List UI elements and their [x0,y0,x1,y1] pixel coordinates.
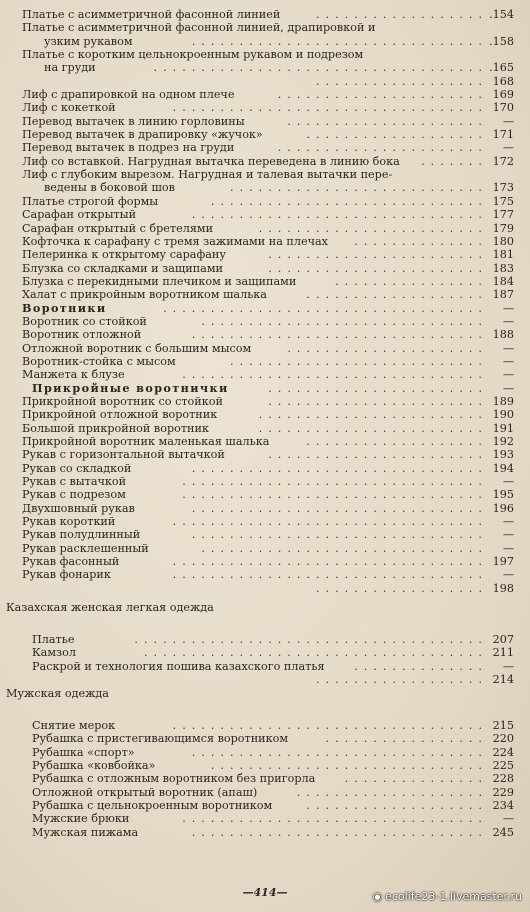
leader-dots: ....... [421,154,488,168]
toc-entry [14,462,514,475]
toc-entry-title: Рукав со складкой [22,461,132,475]
leader-dots: ................... [306,435,488,448]
toc-entry-title: Мужские брюки [32,812,130,826]
toc-entry [14,395,514,408]
watermark [372,890,522,903]
toc-entry-title: Рукав полудлинный [22,528,141,542]
toc-entry-title: Большой прикройной воротник [22,421,209,435]
toc-entry-page: 169 [492,88,514,102]
toc-entry [14,408,514,421]
toc-entry [14,633,514,646]
leader-dots: .................. [315,581,488,595]
toc-entry [14,772,514,785]
camera-icon: ◉ [372,890,383,903]
toc-entry-title: Блузка с перекидными плечиком и защипами [22,274,297,288]
leader-dots: ................................. [172,101,488,115]
toc-entry-title: Двухшовный рукав [22,501,135,515]
toc-entry [14,262,514,275]
leader-dots: ................... [306,798,488,812]
toc-entry-page: — [502,528,514,542]
toc-entry [14,826,514,839]
leader-dots: ................................ [182,812,488,826]
toc-entry-title: Лиф с глубоким вырезом. Нагрудная и талевая вытачки пере- [22,168,393,182]
toc-entry-page: — [502,568,514,582]
toc-entry [14,88,514,101]
leader-dots: ............................... [191,461,488,475]
toc-entry-title: Блузка со складками и защипами [22,261,224,275]
leader-dots: ................. [325,732,488,746]
toc-entry-page: — [502,301,514,315]
toc-entry-page: 187 [492,288,514,302]
toc-entry-title: узким рукавом [44,34,133,48]
toc-entry-page: 188 [492,328,514,342]
toc-entry-title: Снятие мерок [32,718,116,732]
toc-entry-page: 184 [492,274,514,288]
toc-entry [14,746,514,759]
toc-entry-page: 196 [492,501,514,515]
leader-dots: ................ [335,274,488,288]
toc-entry-title: Раскрой и технология пошива казахского платья [32,659,325,673]
toc-entry [14,475,514,488]
leader-dots: ................................. [172,555,488,569]
toc-entry-page: 214 [492,673,514,687]
toc-entry-title: Прикройной воротник со стойкой [22,394,223,408]
toc-entry [14,799,514,812]
toc-entry-page: — [502,114,514,128]
toc-entry [14,8,514,21]
toc-entry-title: Рубашка «спорт» [32,745,135,759]
toc-entry-page: 211 [492,646,514,660]
leader-dots: ....................... [268,448,488,462]
toc-entry [14,673,514,686]
toc-entry [14,382,514,395]
toc-entry-title: Мужская пижама [32,825,139,839]
leader-dots: .................................. [163,301,488,315]
leader-dots: ............................... [191,34,488,48]
leader-dots: ..................... [287,341,488,355]
leader-dots: ............... [344,772,488,786]
toc-entry-title: Мужская одежда [6,686,109,700]
toc-entry [14,759,514,772]
leader-dots: .................. [315,74,488,88]
toc-entry-page: — [502,368,514,382]
toc-entry-title: Платье с асимметричной фасонной линией, драпировкой и [22,21,376,35]
toc-entry-page: 195 [492,488,514,502]
toc-entry [14,275,514,288]
leader-dots: .............. [354,659,488,673]
toc-entry-title: Рубашка с цельнокроенным воротником [32,798,273,812]
toc-entry-page: 183 [492,261,514,275]
toc-entry-title: Прикройной воротник маленькая шалька [22,435,270,448]
toc-entry [14,328,514,341]
toc-entry-title: Рукав с горизонтальной вытачкой [22,448,225,462]
page-number: —414— [242,886,288,899]
toc-entry [6,686,514,700]
toc-entry-page: — [502,475,514,489]
toc-entry-page: .158 [489,34,514,48]
toc-entry [14,222,514,235]
toc-entry-title: Кофточка к сарафану с тремя зажимами на плечах [22,234,328,248]
toc-entry-page: 224 [492,745,514,759]
toc-entry-title: Платье с асимметричной фасонной линией [22,8,281,21]
toc-entry-title: Лиф с кокеткой [22,101,116,115]
toc-entry [14,195,514,208]
leader-dots: ................................. [172,515,488,529]
toc-entry-page: .165 [489,61,514,75]
toc-entry-title: Платье [32,633,75,647]
toc-entry-title: Воротники [22,300,107,315]
leader-dots: ...................... [277,88,488,102]
toc-entry-title: Отложной воротник с большим мысом [22,341,252,355]
toc-entry-page: 245 [492,825,514,839]
toc-entry-title: Рукав короткий [22,515,116,529]
toc-entry-title: Казахская женская легкая одежда [6,600,214,614]
toc-entry-page: 177 [492,208,514,222]
leader-dots: ....................... [268,394,488,408]
toc-entry [14,812,514,825]
leader-dots: ............................... [191,501,488,515]
toc-entry [14,528,514,541]
toc-entry [14,208,514,221]
toc-entry-title: Сарафан открытый с бретелями [22,221,214,235]
toc-entry-page: 191 [492,421,514,435]
watermark-text: ecolife23-1.livemaster.ru [385,890,522,903]
toc-entry-page: — [502,812,514,826]
toc-entry [14,355,514,368]
leader-dots: ............................. [210,194,488,208]
toc-entry [14,35,514,48]
toc-entry-title: Воротник со стойкой [22,314,147,328]
leader-dots: ................... [306,288,488,302]
toc-entry [14,488,514,501]
toc-entry-page: 225 [492,758,514,772]
toc-entry-title: Сарафан открытый [22,208,137,222]
toc-entry-page: — [502,659,514,673]
toc-entry-page: — [502,381,514,395]
toc-entry [14,732,514,745]
toc-entry-page: — [502,341,514,355]
toc-entry-title: Рукав фонарик [22,568,111,582]
leader-dots: ................................. [172,718,488,732]
leader-dots: ............................... [191,528,488,542]
toc-entry-page: 180 [492,234,514,248]
toc-entry-title: Рубашка с пристегивающимся воротником [32,732,289,746]
toc-entry-page: 197 [492,555,514,569]
toc-entry-page: — [502,541,514,555]
toc-entry-title: Перевод вытачек в линию горловины [22,114,245,128]
leader-dots: ............................... [191,328,488,342]
toc-entry-title: Прикройные воротнички [32,380,229,395]
toc-entry-page: 173 [492,181,514,195]
toc-entry [14,568,514,581]
toc-entry-page: 215 [492,718,514,732]
leader-dots: ........................ [258,421,488,435]
toc-entry [14,646,514,659]
toc-entry-title: Платье строгой формы [22,194,159,208]
leader-dots: ............................. [210,758,488,772]
leader-dots: ................................ [182,475,488,489]
toc-entry-title: Отложной открытый воротник (апаш) [32,785,258,799]
toc-entry-title: Лиф с драпировкой на одном плече [22,88,235,102]
toc-entry-page: 194 [492,461,514,475]
leader-dots: ....................... [268,248,488,262]
leader-dots: .................. [315,673,488,687]
leader-dots: ..................... [287,114,488,128]
toc-entry [14,555,514,568]
toc-entry-title: Перевод вытачек в драпировку «жучок» [22,128,263,142]
toc-entry-title: Камзол [32,646,76,660]
toc-entry-title: Прикройной отложной воротник [22,408,218,422]
toc-entry [14,168,514,181]
toc-entry-title: Перевод вытачек в подрез на груди [22,141,235,155]
leader-dots: ................................ [182,368,488,382]
toc-entry-title: Рукав расклешенный [22,541,149,555]
leader-dots: ........................... [229,181,488,195]
toc-entry [14,614,514,633]
toc-entry-page: — [502,314,514,328]
toc-entry-title: Рубашка с отложным воротником без пригорла [32,772,316,786]
leader-dots: .............. [354,234,488,248]
toc-entry [14,700,514,719]
toc-entry-page: 228 [492,772,514,786]
toc-entry [14,448,514,461]
leader-dots: .............................. [201,314,488,328]
leader-dots: ................................ [182,488,488,502]
toc-entry-title: Рукав с подрезом [22,488,126,502]
toc-entry [14,115,514,128]
toc-entry-title: Лиф со вставкой. Нагрудная вытачка переведена в линию бока [22,154,400,168]
toc-entry-title: Рубашка «ковбойка» [32,758,156,772]
leader-dots: .................. [315,8,488,21]
toc-entry [14,435,514,448]
table-of-contents [6,8,514,839]
toc-entry-page: 168 [492,74,514,88]
toc-entry-title: Платье с коротким цельнокроенным рукавом и подрезом [22,48,364,62]
leader-dots: .................... [296,785,488,799]
toc-entry-page: — [502,515,514,529]
toc-entry [14,155,514,168]
toc-entry [14,75,514,88]
leader-dots: ........................ [258,408,488,422]
leader-dots: ....................... [268,381,488,395]
toc-entry-page: 193 [492,448,514,462]
toc-entry [14,21,514,34]
toc-entry [14,660,514,673]
toc-entry-page: 207 [492,633,514,647]
toc-entry-page: 190 [492,408,514,422]
toc-entry-page: 181 [492,248,514,262]
toc-entry-page: 170 [492,101,514,115]
toc-entry [14,101,514,114]
leader-dots: ........................... [229,354,488,368]
leader-dots: ............................... [191,825,488,839]
toc-entry [14,128,514,141]
toc-entry [14,786,514,799]
toc-entry-title: ведены в боковой шов [44,181,175,195]
toc-entry [14,61,514,74]
toc-entry-page: — [502,141,514,155]
toc-entry [14,542,514,555]
toc-entry [6,600,514,614]
toc-entry [14,515,514,528]
leader-dots: ........................ [258,221,488,235]
leader-dots: ................................... [153,61,488,75]
toc-entry-page: 198 [492,581,514,595]
toc-entry [14,235,514,248]
toc-entry-page: 179 [492,221,514,235]
toc-entry-page: 192 [492,435,514,448]
leader-dots: ..................................... [134,633,488,647]
toc-entry [14,302,514,315]
toc-entry [14,181,514,194]
toc-entry [14,719,514,732]
toc-entry-title: Воротник отложной [22,328,142,342]
leader-dots: ................... [306,128,488,142]
toc-entry-page: 189 [492,394,514,408]
toc-entry [14,288,514,301]
toc-entry-page: 175 [492,194,514,208]
toc-entry-page: 171 [492,128,514,142]
toc-entry-page: 234 [492,798,514,812]
toc-entry [14,582,514,601]
toc-entry-title: на груди [44,61,96,75]
toc-entry [14,48,514,61]
toc-entry [14,368,514,381]
toc-entry [14,315,514,328]
toc-entry [14,422,514,435]
leader-dots: ...................... [277,141,488,155]
toc-entry [14,342,514,355]
toc-entry-page: 220 [492,732,514,746]
leader-dots: ............................... [191,208,488,222]
toc-entry-title: Манжета к блузе [22,368,125,382]
toc-entry-title: Рукав с вытачкой [22,475,127,489]
toc-entry-page: — [502,354,514,368]
toc-entry [14,248,514,261]
leader-dots: ....................... [268,261,488,275]
toc-entry-title: Пелеринка к открытому сарафану [22,248,226,262]
toc-entry-page: 229 [492,785,514,799]
leader-dots: .................................... [143,646,488,660]
leader-dots: ............................... [191,745,488,759]
leader-dots: .............................. [201,541,488,555]
toc-entry-page: 172 [492,154,514,168]
toc-entry [14,502,514,515]
toc-entry-title: Рукав фасонный [22,555,120,569]
toc-entry-title: Халат с прикройным воротником шалька [22,288,267,302]
toc-entry-title: Воротник-стойка с мысом [22,354,176,368]
leader-dots: ................................. [172,568,488,582]
toc-entry [14,141,514,154]
toc-entry-page: .154 [489,8,514,21]
